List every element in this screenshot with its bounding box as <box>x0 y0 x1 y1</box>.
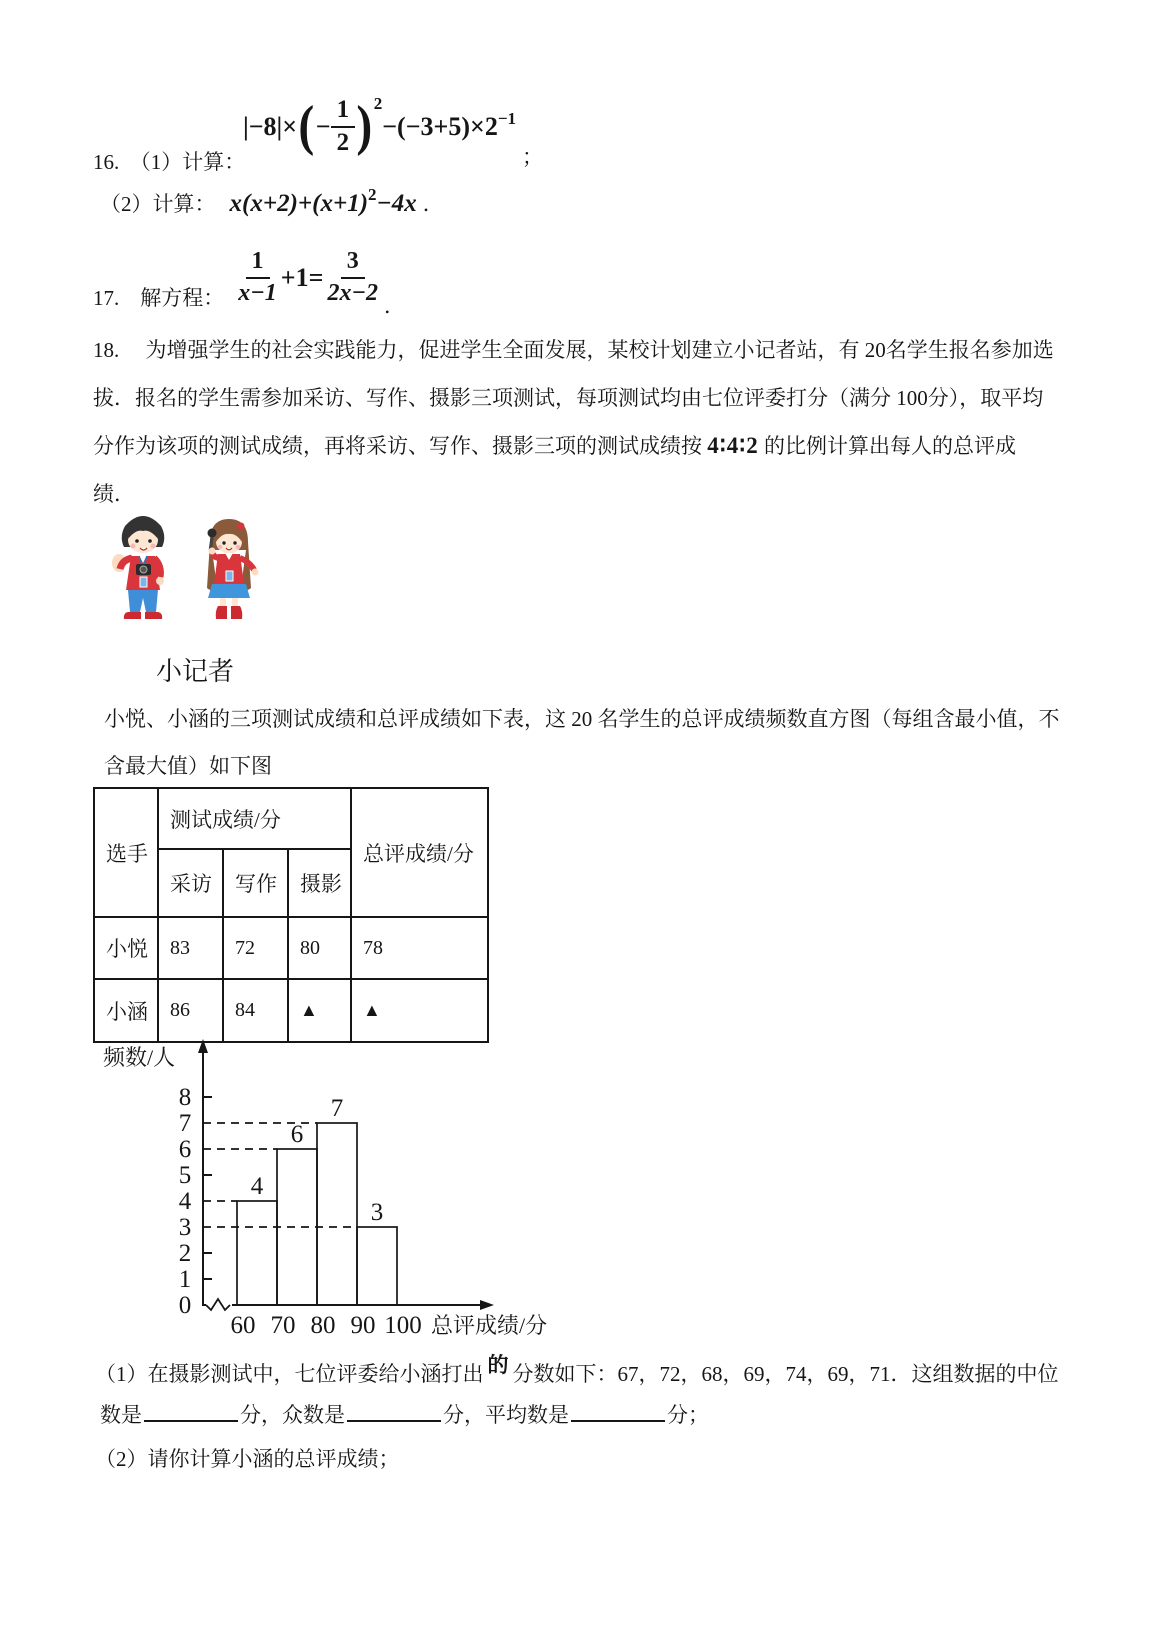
histogram-bar <box>277 1149 317 1305</box>
problem17-label: 17. 解方程： <box>93 286 225 311</box>
problem16-formula1 <box>243 94 543 169</box>
y-tick-label: 7 <box>178 1110 192 1137</box>
answer-blank-mean <box>571 1401 665 1422</box>
formula2-exponent: 2 <box>368 185 377 204</box>
x-tick-label: 100 <box>384 1312 422 1339</box>
para2-line2: 含最大值）如下图 <box>104 754 272 778</box>
row1-total: 78 <box>351 917 488 979</box>
x-tick-label: 90 <box>350 1312 376 1339</box>
problem18-text <box>93 326 1054 518</box>
y-tick-label: 2 <box>178 1240 192 1267</box>
row1-name: 小悦 <box>94 917 158 979</box>
y-axis-arrow <box>198 1039 208 1053</box>
row2-photography: ▲ <box>288 979 351 1042</box>
header-photography: 摄影 <box>288 849 351 917</box>
problem18-line1: 18. 为增强学生的社会实践能力，促进学生全面发展，某校计划建立小记者站，有 20名学生报名参加选 <box>93 338 1054 362</box>
equation-middle: +1= <box>280 262 324 292</box>
y-tick-label: 6 <box>178 1136 192 1163</box>
scores-table <box>93 787 489 1043</box>
q1-seg4: 分； <box>667 1403 709 1427</box>
table-row <box>94 917 488 979</box>
question1-line1 <box>95 1353 1059 1388</box>
row1-writing: 72 <box>223 917 288 979</box>
period-mark: ． <box>383 294 405 319</box>
bar-value-label: 3 <box>370 1199 384 1226</box>
q1-raised-char: 的 <box>487 1353 509 1377</box>
line3-post: 的比例计算出每人的总评成 <box>758 434 1016 458</box>
open-paren: ( <box>298 94 315 157</box>
fraction-right <box>327 248 378 307</box>
fraction-numerator: 1 <box>331 96 356 128</box>
period-mark: ． <box>422 192 444 216</box>
y-tick-label: 3 <box>178 1214 192 1241</box>
problem17 <box>93 248 405 319</box>
fraction-denominator: 2 <box>336 128 350 156</box>
q1-seg2: 分，众数是 <box>240 1403 345 1427</box>
histogram-bar <box>317 1123 357 1305</box>
formula-abs-term: |−8|× <box>243 111 298 141</box>
fraction-left-denominator: x−1 <box>238 279 277 306</box>
fraction-right-numerator: 3 <box>341 248 365 279</box>
answer-blank-mode <box>347 1401 441 1422</box>
problem18-line4: 绩． <box>93 482 135 506</box>
header-interview: 采访 <box>158 849 223 917</box>
fraction-left-numerator: 1 <box>246 248 270 279</box>
girl-reporter-icon <box>207 519 259 619</box>
junior-reporters-illustration <box>98 500 278 628</box>
y-axis-title: 频数/人 <box>103 1045 176 1070</box>
histogram-bar <box>237 1201 277 1305</box>
table-header-row1 <box>94 788 488 849</box>
row1-photography: 80 <box>288 917 351 979</box>
minus-sign: − <box>315 111 331 141</box>
histogram-bar <box>357 1227 397 1305</box>
row2-total: ▲ <box>351 979 488 1042</box>
problem16-part2 <box>100 185 444 218</box>
question1-line2 <box>100 1399 709 1429</box>
formula2-base: x(x+2)+(x+1) <box>229 190 369 217</box>
formula2-tail: −4x <box>376 190 417 217</box>
row2-interview: 86 <box>158 979 223 1042</box>
table-row <box>94 979 488 1042</box>
x-axis-title: 总评成绩/分 <box>431 1313 548 1338</box>
fraction-left <box>238 248 277 307</box>
header-test-scores: 测试成绩/分 <box>158 788 351 849</box>
y-tick-label: 4 <box>178 1188 192 1215</box>
y-tick-label: 0 <box>178 1292 192 1319</box>
x-tick-label: 80 <box>310 1312 336 1339</box>
boy-reporter-icon <box>112 516 164 619</box>
question2-line: （2）请你计算小涵的总评成绩； <box>95 1447 400 1471</box>
problem16-part1-label: 16. （1）计算： <box>93 150 246 174</box>
problem16-formula2 <box>229 185 417 218</box>
para2-line1: 小悦、小涵的三项测试成绩和总评成绩如下表，这 20 名学生的总评成绩频数直方图（每组含最小值，不 <box>104 707 1060 731</box>
bar-value-label: 6 <box>290 1121 304 1148</box>
x-axis-arrow <box>480 1300 494 1310</box>
q1-seg1: 数是 <box>100 1403 142 1427</box>
formula-tail-text: −(−3+5)×2 <box>382 111 498 141</box>
negative-one-exponent: −1 <box>497 108 516 128</box>
close-paren: ) <box>356 94 373 157</box>
squared-exponent: 2 <box>373 94 383 113</box>
header-writing: 写作 <box>223 849 288 917</box>
header-total: 总评成绩/分 <box>351 788 488 917</box>
illustration-caption: 小记者 <box>156 657 235 686</box>
semicolon-mark: ； <box>522 144 543 169</box>
q1-post: 分数如下：67，72，68，69，74，69，71．这组数据的中位 <box>512 1362 1059 1386</box>
bar-value-label: 4 <box>250 1173 264 1200</box>
formula-tail <box>382 108 516 142</box>
row1-interview: 83 <box>158 917 223 979</box>
ratio-442: 4∶4∶2 <box>707 433 759 458</box>
q1-pre: （1）在摄影测试中，七位评委给小涵打出 <box>95 1362 484 1386</box>
fraction-one-half <box>331 96 356 158</box>
y-tick-label: 5 <box>178 1162 192 1189</box>
row2-writing: 84 <box>223 979 288 1042</box>
fraction-right-denominator: 2x−2 <box>327 279 378 306</box>
bar-value-label: 7 <box>330 1095 344 1122</box>
q1-seg3: 分，平均数是 <box>443 1403 569 1427</box>
problem18-line3 <box>93 422 1054 470</box>
header-player: 选手 <box>94 788 158 917</box>
x-tick-label: 60 <box>230 1312 256 1339</box>
x-tick-label: 70 <box>270 1312 296 1339</box>
microphone-icon <box>208 529 217 538</box>
answer-blank-median <box>144 1401 238 1422</box>
row2-name: 小涵 <box>94 979 158 1042</box>
histogram-svg <box>95 1035 675 1350</box>
y-tick-label: 8 <box>178 1084 192 1111</box>
problem16-part2-label: （2）计算： <box>100 192 216 216</box>
y-tick-label: 1 <box>178 1266 192 1293</box>
problem18-line2: 拔．报名的学生需参加采访、写作、摄影三项测试，每项测试均由七位评委打分（满分 100分），取平均 <box>93 386 1044 410</box>
line3-pre: 分作为该项的测试成绩，再将采访、写作、摄影三项的测试成绩按 <box>93 434 708 458</box>
